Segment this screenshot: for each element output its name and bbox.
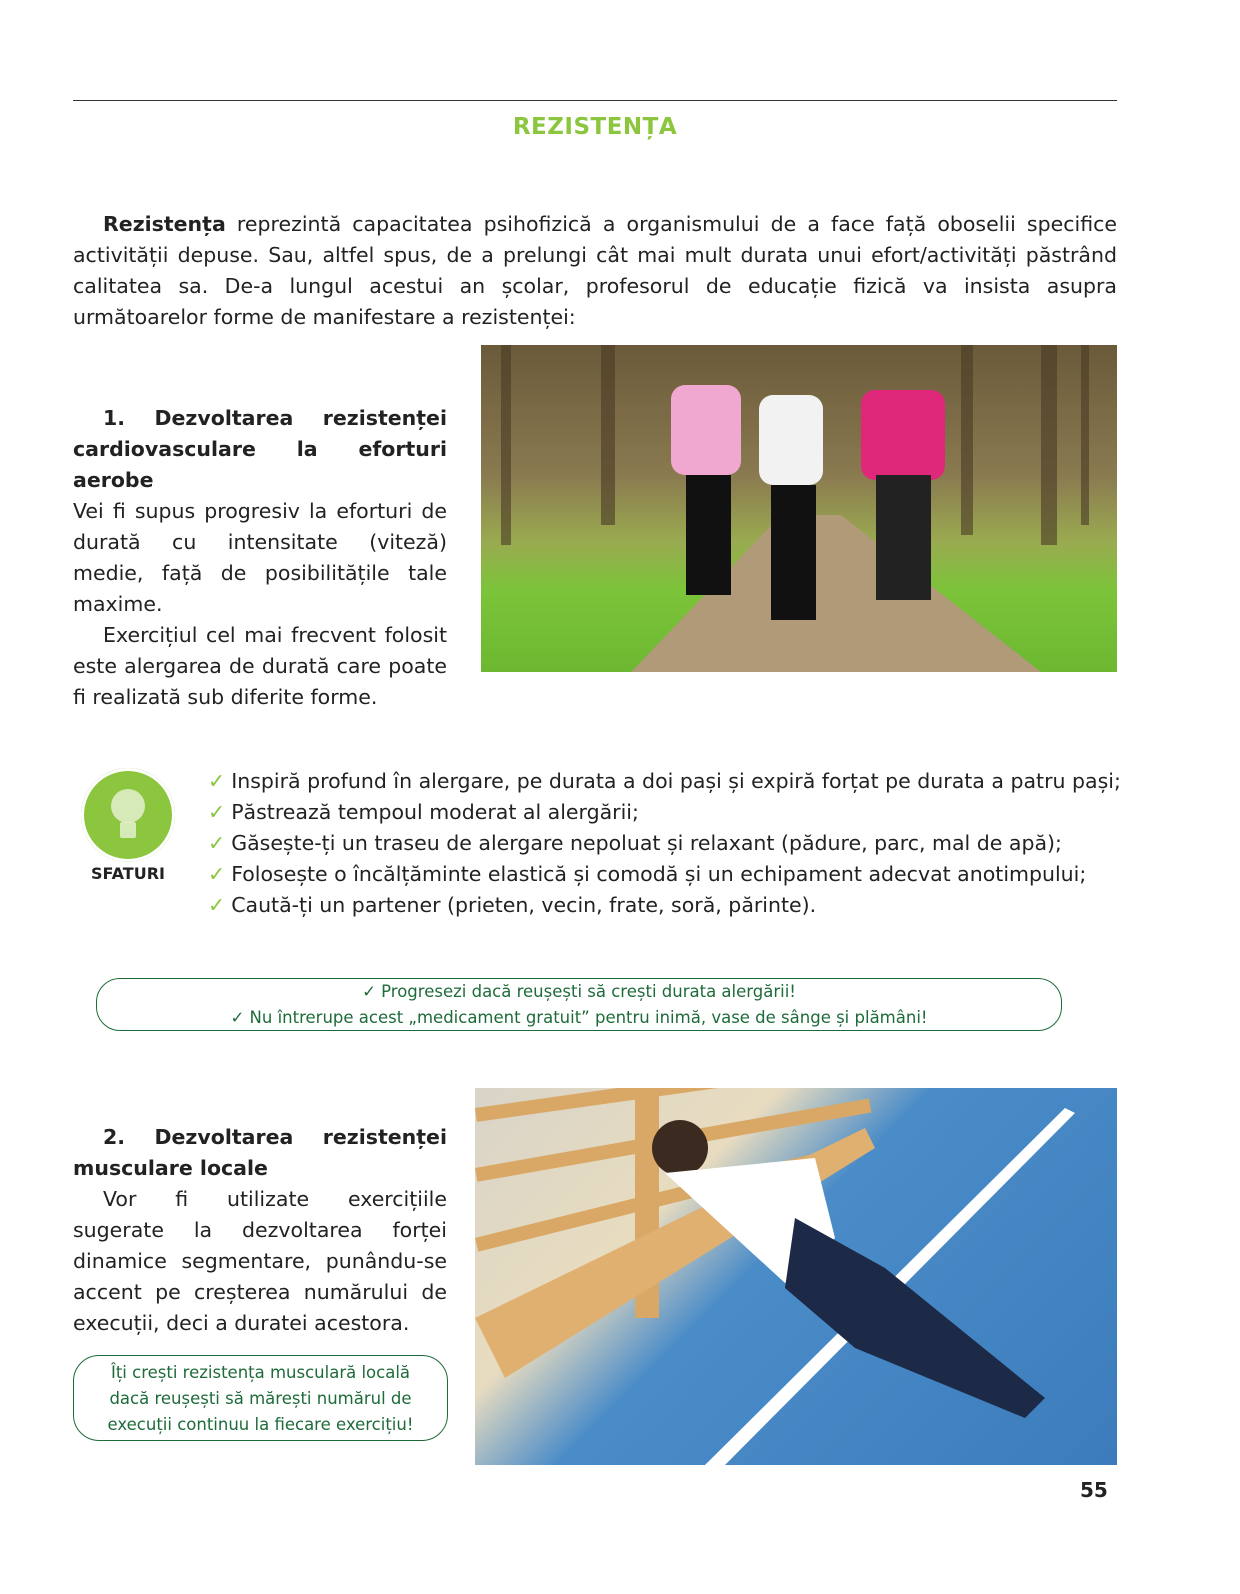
intro-paragraph [73,209,1117,333]
page-title: REZISTENȚA [512,114,678,140]
muscular-note-box: Îți crești rezistența musculară locală dacă reușești să mărești numărul de execuții continuu la fiecare exercițiu! [73,1355,448,1441]
section-text: Vei fi supus progresiv la eforturi de durată cu intensitate (viteză) medie, față de posibilitățile tale maxime. [73,499,447,616]
running-scene [481,345,1117,672]
list-item: ✓ Caută-ți un partener (prieten, vecin, frate, soră, părinte). [208,893,817,917]
tips-label: SFATURI [91,864,165,883]
list-item: ✓ Păstrează tempoul moderat al alergării; [208,800,639,824]
section-aerobic [73,403,447,713]
intro-text: reprezintă capacitatea psihofizică a organismului de a face față oboselii specifice activității depuse. Sau, altfel spus, de a prelungi cât mai mult durata unui efort/activități păstrând calitatea sa. De-a lungul acestui an școlar, profesorul de educație fizică va insista asupra următoarelor forme de manifestare a rezistenței: [73,212,1117,329]
header-rule [73,100,1117,101]
intro-term: Rezistența [103,212,226,236]
pushup-scene [475,1088,1117,1465]
photo-girls-running [481,345,1117,672]
checkmark-icon: ✓ [208,893,226,917]
list-item: ✓ Folosește o încălțăminte elastică și comodă și un echipament adecvat anotimpului; [208,862,1087,886]
section-heading: 2. Dezvoltarea rezistenței musculare locale [73,1125,447,1180]
section-text: Vor fi utilizate exercițiile sugerate la dezvoltarea forței dinamice segmentare, punându-se accent pe creșterea numărului de execuții, deci a duratei acestora. [73,1187,447,1335]
list-item: ✓ Găsește-ți un traseu de alergare nepoluat și relaxant (pădure, parc, mal de apă); [208,831,1062,855]
checkmark-icon: ✓ [208,800,226,824]
page-number: 55 [1080,1478,1108,1502]
note-line: ✓ Nu întrerupe acest „medicament gratuit” pentru inimă, vase de sânge și plămâni! [230,1008,928,1027]
checkmark-icon: ✓ [208,831,226,855]
progress-note-box [96,978,1062,1031]
section-heading: 1. Dezvoltarea rezistenței cardiovasculare la eforturi aerobe [73,406,447,492]
section-text: Exercițiul cel mai frecvent folosit este alergarea de durată care poate fi realizată sub diferite forme. [73,623,447,709]
photo-boy-pushup [475,1088,1117,1465]
lightbulb-icon [81,768,175,862]
list-item: ✓ Inspiră profund în alergare, pe durata a doi pași și expiră forțat pe durata a patru pași; [208,769,1121,793]
checkmark-icon: ✓ [208,769,226,793]
note-line: ✓ Progresezi dacă reușești să crești durata alergării! [362,982,796,1001]
section-muscular [73,1122,447,1339]
tips-list [208,766,1121,921]
checkmark-icon: ✓ [208,862,226,886]
